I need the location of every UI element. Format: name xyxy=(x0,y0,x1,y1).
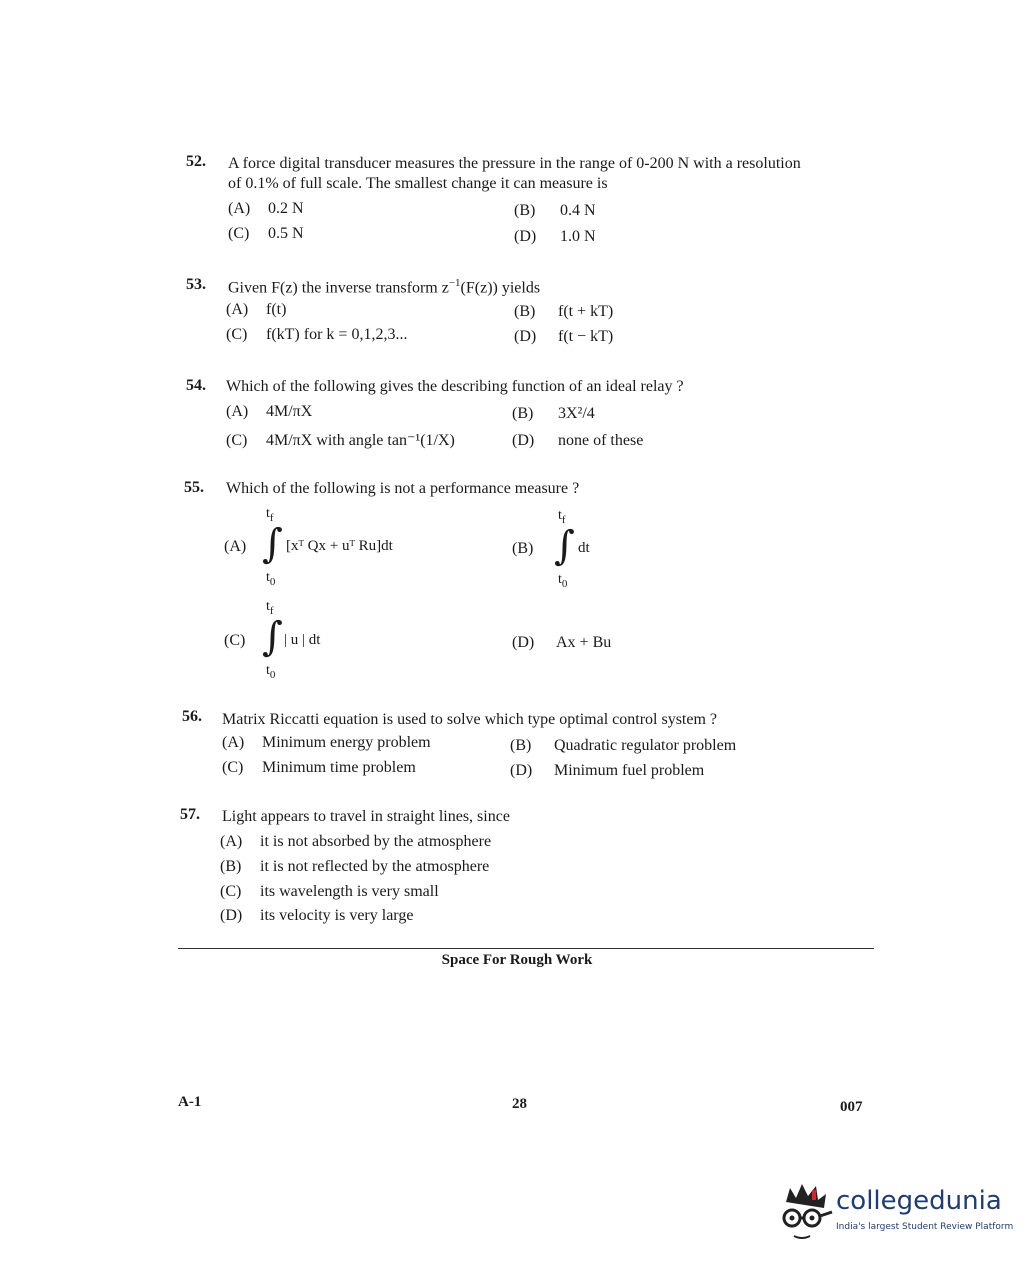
question-number: 54. xyxy=(186,377,206,394)
option-label: (D) xyxy=(510,762,533,779)
option-label: (B) xyxy=(512,405,534,422)
option-text: it is not reflected by the atmosphere xyxy=(260,858,490,875)
option-c xyxy=(226,430,455,450)
integrand-a: [xᵀ Qx + uᵀ Ru]dt xyxy=(286,538,393,554)
question-stem-continued: of 0.1% of full scale. The smallest change it can measure is xyxy=(228,175,608,192)
option-text: Quadratic regulator problem xyxy=(554,737,737,754)
option-d xyxy=(220,907,413,925)
integral-sign: ∫ xyxy=(262,614,283,660)
option-d xyxy=(514,328,613,346)
question-stem: Given F(z) the inverse transform $z^{-1}(F(z))$ yields xyxy=(228,277,541,297)
integrand-b: dt xyxy=(578,540,590,556)
upper-limit: $t_f$ xyxy=(266,506,274,524)
rough-work-label: Space For Rough Work xyxy=(441,952,593,968)
option-b xyxy=(514,303,613,321)
option-text: f(t + kT) xyxy=(558,303,614,320)
option-d xyxy=(510,762,704,780)
option-c xyxy=(222,759,416,777)
option-a-label: (A) xyxy=(224,538,247,555)
option-label: (D) xyxy=(512,634,535,651)
option-label: (B) xyxy=(220,858,242,875)
option-c-label: (C) xyxy=(224,632,246,649)
option-text: 0.5 N xyxy=(268,225,304,242)
question-stem: Matrix Riccatti equation is used to solve which type optimal control system ? xyxy=(222,711,718,728)
page-number: 28 xyxy=(512,1096,527,1112)
question-stem: A force digital transducer measures the pressure in the range of 0-200 N with a resolution xyxy=(228,155,801,172)
question-stem: Light appears to travel in straight lines, since xyxy=(222,808,510,825)
option-label: (C) xyxy=(220,883,242,900)
option-label: (C) xyxy=(226,432,248,449)
option-text: f(t − kT) xyxy=(558,328,614,345)
option-label: (B) xyxy=(510,737,532,754)
option-text: none of these xyxy=(558,432,644,449)
option-text: it is not absorbed by the atmosphere xyxy=(260,833,492,850)
integral-sign: ∫ xyxy=(554,523,575,569)
option-label: (C) xyxy=(226,326,248,343)
option-label: (D) xyxy=(514,228,537,245)
option-b xyxy=(510,737,736,755)
option-a xyxy=(228,200,304,218)
option-b xyxy=(220,858,489,876)
option-text: 0.2 N xyxy=(268,200,304,217)
option-text: 0.4 N xyxy=(560,202,596,219)
option-label: (C) xyxy=(222,759,244,776)
option-b xyxy=(514,202,596,220)
option-label: (A) xyxy=(226,403,249,420)
option-b xyxy=(512,405,595,423)
divider-line xyxy=(178,948,874,949)
option-c xyxy=(228,225,304,243)
option-a xyxy=(220,833,491,851)
question-number: 55. xyxy=(184,479,204,496)
option-text: Ax + Bu xyxy=(556,634,612,651)
option-label: (B) xyxy=(514,202,536,219)
option-c xyxy=(220,883,439,901)
option-text: Minimum energy problem xyxy=(262,734,431,751)
option-label: (C) xyxy=(228,225,250,242)
option-label: (A) xyxy=(228,200,251,217)
option-label: (D) xyxy=(220,907,243,924)
option-a xyxy=(226,403,312,421)
question-stem: Which of the following is not a performance measure ? xyxy=(226,480,580,497)
option-text: f(kT) for k = 0,1,2,3... xyxy=(266,326,408,343)
option-text: 3X²/4 xyxy=(558,405,595,422)
paper-code: 007 xyxy=(840,1099,863,1115)
integrand-c: | u | dt xyxy=(284,632,321,648)
option-text: its wavelength is very small xyxy=(260,883,439,900)
question-number: 57. xyxy=(180,806,200,823)
logo-tagline: India's largest Student Review Platform xyxy=(836,1222,1014,1232)
option-text: Minimum time problem xyxy=(262,759,416,776)
option-d xyxy=(512,634,611,652)
option-c xyxy=(226,326,407,344)
question-number: 52. xyxy=(186,153,206,170)
question-stem: Which of the following gives the describing function of an ideal relay ? xyxy=(226,378,684,395)
option-text: 1.0 N xyxy=(560,228,596,245)
option-text: f(t) xyxy=(266,301,287,318)
question-number: 56. xyxy=(182,708,202,725)
logo-wordmark: collegedunia xyxy=(836,1186,1002,1216)
lower-limit: $t_0$ xyxy=(266,663,276,681)
question-number: 53. xyxy=(186,276,206,293)
collegedunia-logo xyxy=(776,1180,1014,1250)
upper-limit: $t_f$ xyxy=(266,599,274,617)
option-d xyxy=(514,228,596,246)
option-label: (A) xyxy=(226,301,249,318)
integral-sign: ∫ xyxy=(262,521,283,567)
option-label: (D) xyxy=(514,328,537,345)
option-text: its velocity is very large xyxy=(260,907,414,924)
upper-limit: $t_f$ xyxy=(558,508,566,526)
option-label: (D) xyxy=(512,432,535,449)
option-d xyxy=(512,432,643,450)
option-a xyxy=(222,734,431,752)
option-text: Minimum fuel problem xyxy=(554,762,705,779)
lower-limit: $t_0$ xyxy=(266,570,276,588)
option-label: (B) xyxy=(514,303,536,320)
option-label: (A) xyxy=(220,833,243,850)
option-text: 4M/πX with angle tan⁻¹(1/X) xyxy=(266,432,455,449)
option-a xyxy=(226,301,286,319)
booklet-code: A-1 xyxy=(178,1094,202,1110)
option-b-label: (B) xyxy=(512,540,534,557)
lower-limit: $t_0$ xyxy=(558,572,568,590)
option-text: 4M/πX xyxy=(266,403,313,420)
mascot-icon xyxy=(776,1180,836,1250)
option-label: (A) xyxy=(222,734,245,751)
